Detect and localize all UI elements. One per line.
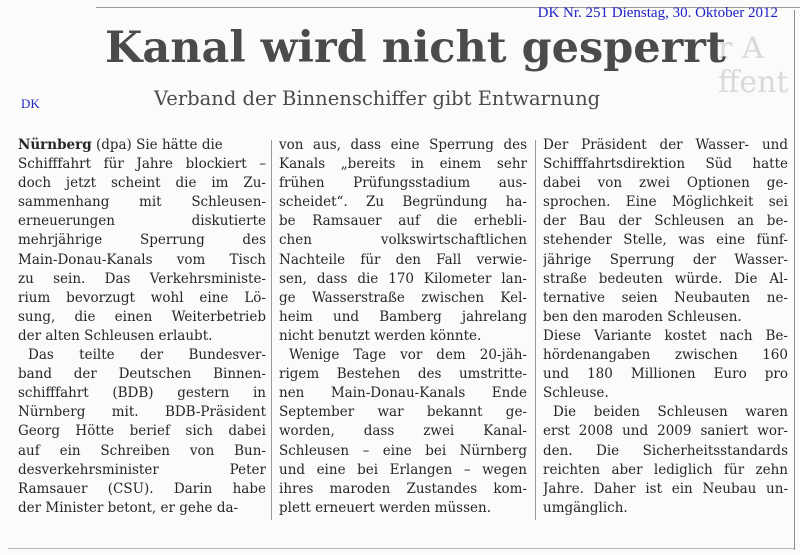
article-line: scheidet“. Zu Begründung ha- (279, 194, 527, 211)
article-line: und eine bei Erlangen – wegen (279, 461, 527, 478)
article-line: heim und Bamberg jahrelang (279, 308, 527, 325)
article-line: erst 2008 und 2009 saniert wor- (543, 423, 788, 440)
article-line: jährige Sperrung der Wasser- (543, 251, 788, 268)
article-line: band der Deutschen Binnen- (18, 366, 266, 383)
article-line: schifffahrt (BDB) gestern in (18, 385, 266, 402)
article-line: und 180 Millionen Euro pro (543, 366, 788, 383)
article-line: Kanals „bereits in einem sehr (279, 156, 527, 173)
article-line: plett erneuert werden müssen. (279, 499, 492, 516)
article-line: worden, dass zwei Kanal- (279, 423, 527, 440)
article-line-text: (dpa) Sie hätte die (91, 137, 223, 153)
article-line: sung, die einen Weiterbetrieb (18, 308, 266, 325)
article-line: sammenhang mit Schleusen- (18, 194, 266, 211)
article-line: nicht benutzt werden könnte. (279, 327, 482, 344)
article-line: straße bedeuten würde. Die Al- (543, 270, 788, 287)
subheadline: Verband der Binnenschiffer gibt Entwarnung (154, 87, 601, 110)
article-line: doch jetzt scheint die im Zu- (18, 175, 266, 192)
column-divider-2 (535, 140, 536, 520)
article-line: mehrjährige Sperrung des (18, 232, 266, 249)
article-line: hördenangaben zwischen 160 (543, 347, 788, 364)
article-line: Ramsauer (CSU). Darin habe (18, 480, 266, 497)
article-line: der alten Schleusen erlaubt. (18, 327, 213, 344)
article-line: stehender Stelle, was eine fünf- (543, 232, 788, 249)
article-line: ternative seien Neubauten ne- (543, 289, 788, 306)
article-line: Jahre. Daher ist ein Neubau un- (543, 480, 788, 497)
article-line: chen volkswirtschaftlichen (279, 232, 527, 249)
article-line: von aus, dass eine Sperrung des (279, 137, 527, 153)
article-line: reichten aber lediglich für zehn (543, 461, 788, 478)
article-line: ge Wasserstraße zwischen Kel- (279, 289, 527, 306)
article-line: der Bau der Schleusen an be- (543, 213, 788, 230)
article-line: dabei von zwei Optionen ge- (543, 175, 788, 192)
article-column-2 (279, 136, 527, 518)
article-line: erneuerungen diskutierte (18, 213, 266, 230)
article-line: nen Main-Donau-Kanals Ende (279, 385, 527, 402)
article-line: desverkehrsminister Peter (18, 461, 266, 478)
article-line: ihres maroden Zustandes kom- (279, 480, 527, 497)
article-line: sen, dass die 170 Kilometer lan- (279, 270, 527, 287)
article-line: Georg Hötte berief sich dabei (18, 423, 266, 440)
article-line: Die beiden Schleusen waren (553, 404, 788, 421)
article-line (18, 136, 266, 155)
article-line: be Ramsauer auf die erhebli- (279, 213, 527, 230)
article-line: umgänglich. (543, 499, 628, 516)
article-line: den. Die Sicherheitsstandards (543, 442, 788, 459)
article-line: Nachteile für den Fall verwie- (279, 251, 527, 268)
article-line: ben den maroden Schleusen. (543, 308, 742, 325)
source-mark: DK (21, 96, 40, 111)
article-line: Main-Donau-Kanals vom Tisch (18, 251, 266, 268)
article-line: auf ein Schreiben von Bun- (18, 442, 266, 459)
article-line: zu sein. Das Verkehrsministe- (18, 270, 266, 287)
article-line: frühen Prüfungsstadium aus- (279, 175, 527, 192)
dateline: DK Nr. 251 Dienstag, 30. Oktober 2012 (537, 5, 778, 21)
article-line: Schleusen – eine bei Nürnberg (279, 442, 527, 459)
article-line: Schifffahrtsdirektion Süd hatte (543, 156, 788, 173)
column-divider-1 (271, 140, 272, 520)
article-column-3 (543, 136, 788, 518)
dateline-city: Nürnberg (18, 137, 92, 153)
headline: Kanal wird nicht gesperrt (105, 23, 726, 73)
article-line: rium bevorzugt wohl eine Lö- (18, 289, 266, 306)
article-line: Diese Variante kostet nach Be- (543, 327, 788, 344)
article-line: der Minister betont, er gehe da- (18, 499, 239, 516)
article-line: sprochen. Eine Möglichkeit sei (543, 194, 788, 211)
article-line: Schleuse. (543, 385, 609, 402)
bottom-rule (8, 548, 794, 549)
article-line: Wenige Tage vor dem 20-jäh- (289, 347, 527, 364)
article-line: September war bekannt ge- (279, 404, 527, 421)
article-line: Der Präsident der Wasser- und (543, 137, 788, 153)
article-column-1 (18, 136, 266, 518)
article-line: Schifffahrt für Jahre blockiert – (18, 156, 266, 173)
article-line: Nürnberg mit. BDB-Präsident (18, 404, 266, 421)
article-line: Das teilte der Bundesver- (28, 347, 266, 364)
article-line: rigem Bestehen des umstritte- (279, 366, 527, 383)
bleed-through-text: r A ffent (718, 32, 789, 100)
